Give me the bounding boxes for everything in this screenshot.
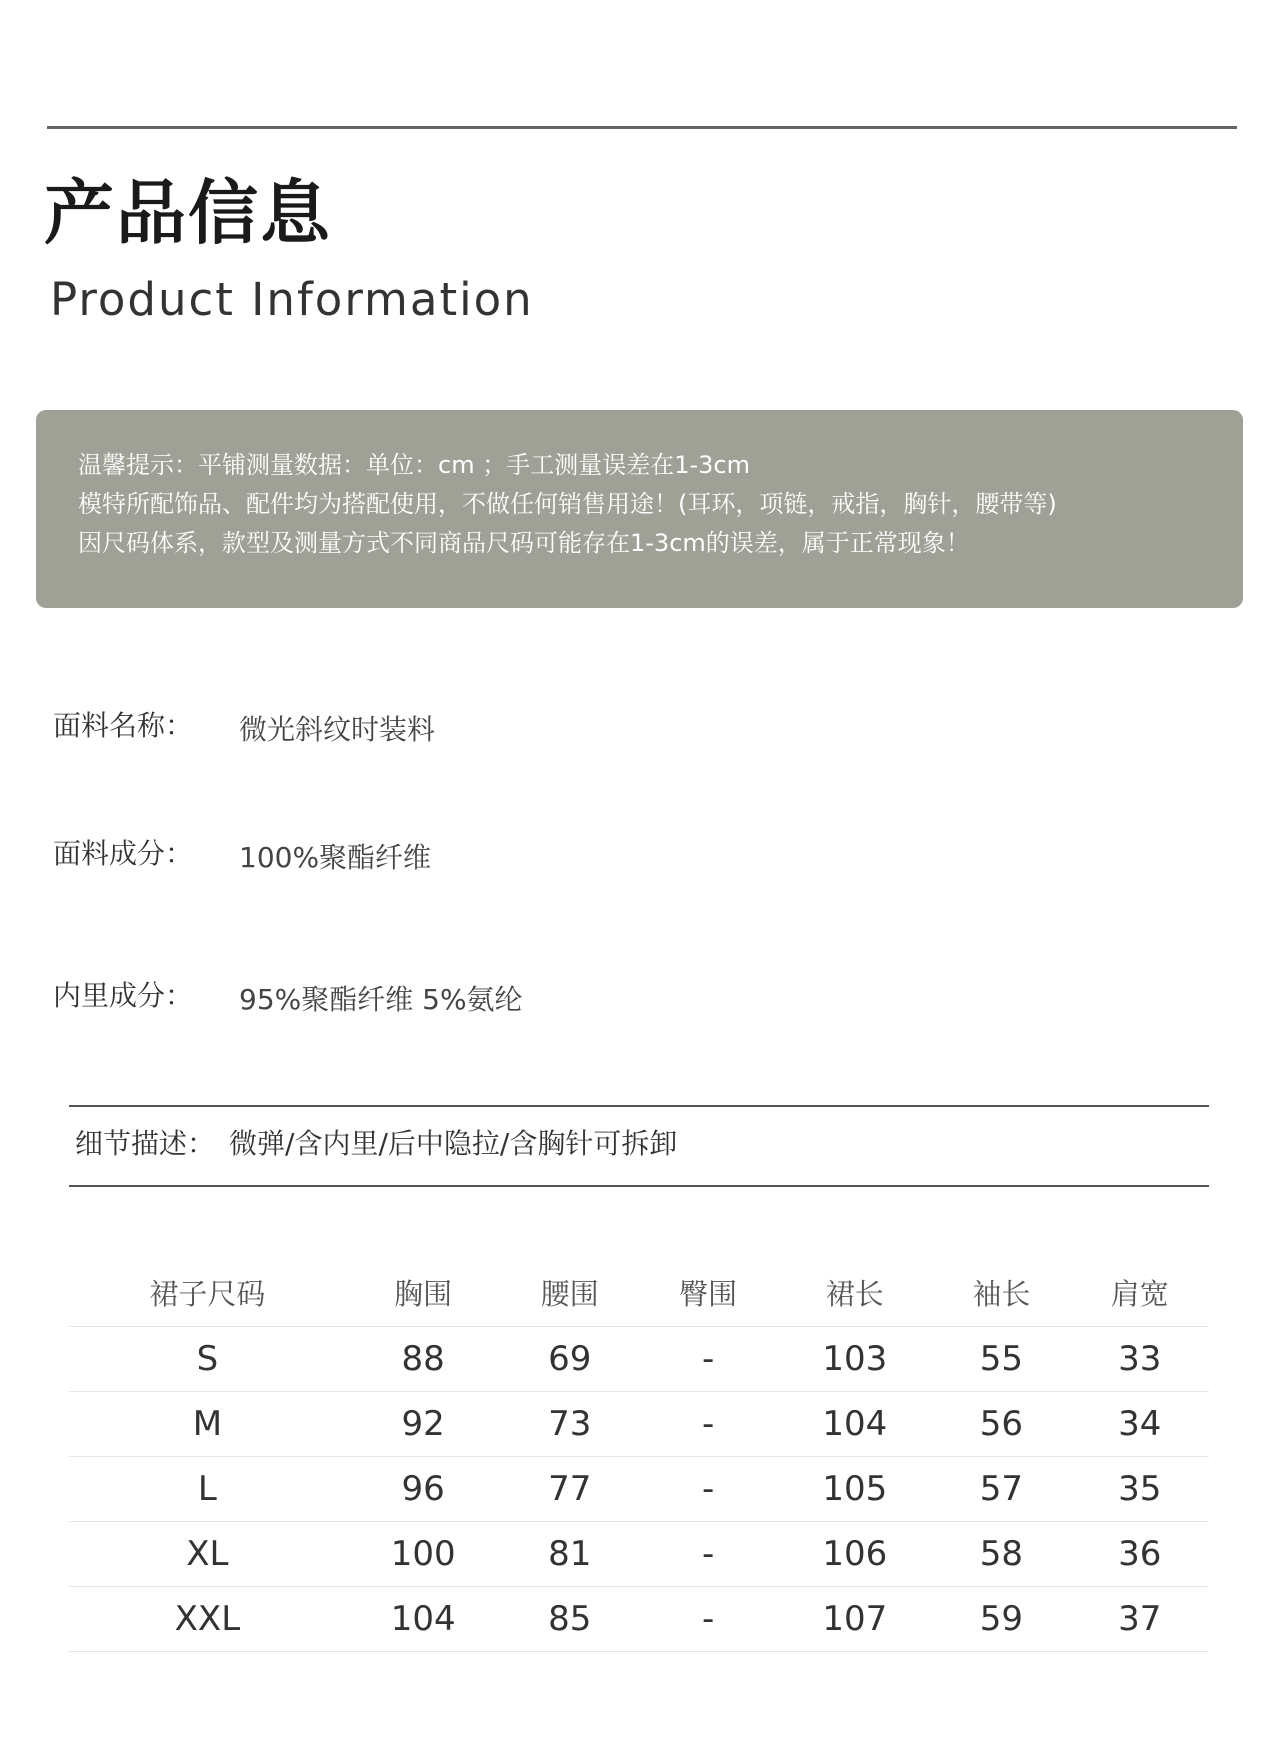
detail-bottom-divider xyxy=(69,1185,1209,1187)
table-cell: 77 xyxy=(501,1457,639,1522)
table-cell: 56 xyxy=(932,1392,1070,1457)
table-row xyxy=(69,1587,1209,1652)
table-cell: 107 xyxy=(777,1587,932,1652)
table-row xyxy=(69,1392,1209,1457)
table-cell: 33 xyxy=(1071,1327,1209,1392)
fabric-name-value: 微光斜纹时装料 xyxy=(239,713,436,746)
notice-line: 温馨提示：平铺测量数据：单位：cm ；手工测量误差在1-3cm xyxy=(78,451,750,479)
column-header: 裙子尺码 xyxy=(69,1258,346,1327)
lining-composition-label: 内里成分： xyxy=(53,979,194,1012)
page-subtitle: Product Information xyxy=(50,273,534,326)
size-table xyxy=(69,1258,1209,1652)
table-cell: 58 xyxy=(932,1522,1070,1587)
table-cell: 85 xyxy=(501,1587,639,1652)
table-cell: 105 xyxy=(777,1457,932,1522)
column-header: 肩宽 xyxy=(1071,1258,1209,1327)
column-header: 臀围 xyxy=(639,1258,777,1327)
table-cell: 59 xyxy=(932,1587,1070,1652)
fabric-name-label: 面料名称： xyxy=(53,709,194,742)
table-cell: 81 xyxy=(501,1522,639,1587)
table-cell: 88 xyxy=(346,1327,501,1392)
column-header: 胸围 xyxy=(346,1258,501,1327)
table-cell: XXL xyxy=(69,1587,346,1652)
table-cell: 104 xyxy=(346,1587,501,1652)
table-cell: 106 xyxy=(777,1522,932,1587)
table-cell: - xyxy=(639,1327,777,1392)
top-divider xyxy=(47,126,1237,129)
table-cell: - xyxy=(639,1522,777,1587)
table-cell: 103 xyxy=(777,1327,932,1392)
table-row xyxy=(69,1327,1209,1392)
table-cell: - xyxy=(639,1392,777,1457)
table-row xyxy=(69,1457,1209,1522)
notice-line: 模特所配饰品、配件均为搭配使用，不做任何销售用途！(耳环，项链，戒指，胸针，腰带等) xyxy=(78,490,1057,518)
table-cell: 57 xyxy=(932,1457,1070,1522)
table-header-row xyxy=(69,1258,1209,1327)
table-cell: 96 xyxy=(346,1457,501,1522)
table-cell: S xyxy=(69,1327,346,1392)
table-cell: 35 xyxy=(1071,1457,1209,1522)
detail-top-divider xyxy=(69,1105,1209,1107)
table-cell: 104 xyxy=(777,1392,932,1457)
column-header: 袖长 xyxy=(932,1258,1070,1327)
page-title: 产品信息 xyxy=(44,172,332,254)
table-cell: 55 xyxy=(932,1327,1070,1392)
table-cell: L xyxy=(69,1457,346,1522)
table-cell: 36 xyxy=(1071,1522,1209,1587)
table-cell: - xyxy=(639,1587,777,1652)
table-cell: 73 xyxy=(501,1392,639,1457)
table-cell: M xyxy=(69,1392,346,1457)
column-header: 腰围 xyxy=(501,1258,639,1327)
detail-value: 微弹/含内里/后中隐拉/含胸针可拆卸 xyxy=(229,1127,678,1160)
table-cell: 69 xyxy=(501,1327,639,1392)
table-cell: 34 xyxy=(1071,1392,1209,1457)
fabric-composition-label: 面料成分： xyxy=(53,837,194,870)
column-header: 裙长 xyxy=(777,1258,932,1327)
lining-composition-value: 95%聚酯纤维 5%氨纶 xyxy=(239,983,523,1016)
fabric-composition-value: 100%聚酯纤维 xyxy=(239,841,432,874)
table-cell: XL xyxy=(69,1522,346,1587)
detail-description xyxy=(75,1124,677,1164)
table-cell: - xyxy=(639,1457,777,1522)
table-row xyxy=(69,1522,1209,1587)
notice-line: 因尺码体系，款型及测量方式不同商品尺码可能存在1-3cm的误差，属于正常现象！ xyxy=(78,529,970,557)
table-cell: 37 xyxy=(1071,1587,1209,1652)
table-cell: 92 xyxy=(346,1392,501,1457)
detail-label: 细节描述： xyxy=(75,1127,216,1160)
table-cell: 100 xyxy=(346,1522,501,1587)
notice-box xyxy=(36,410,1243,608)
